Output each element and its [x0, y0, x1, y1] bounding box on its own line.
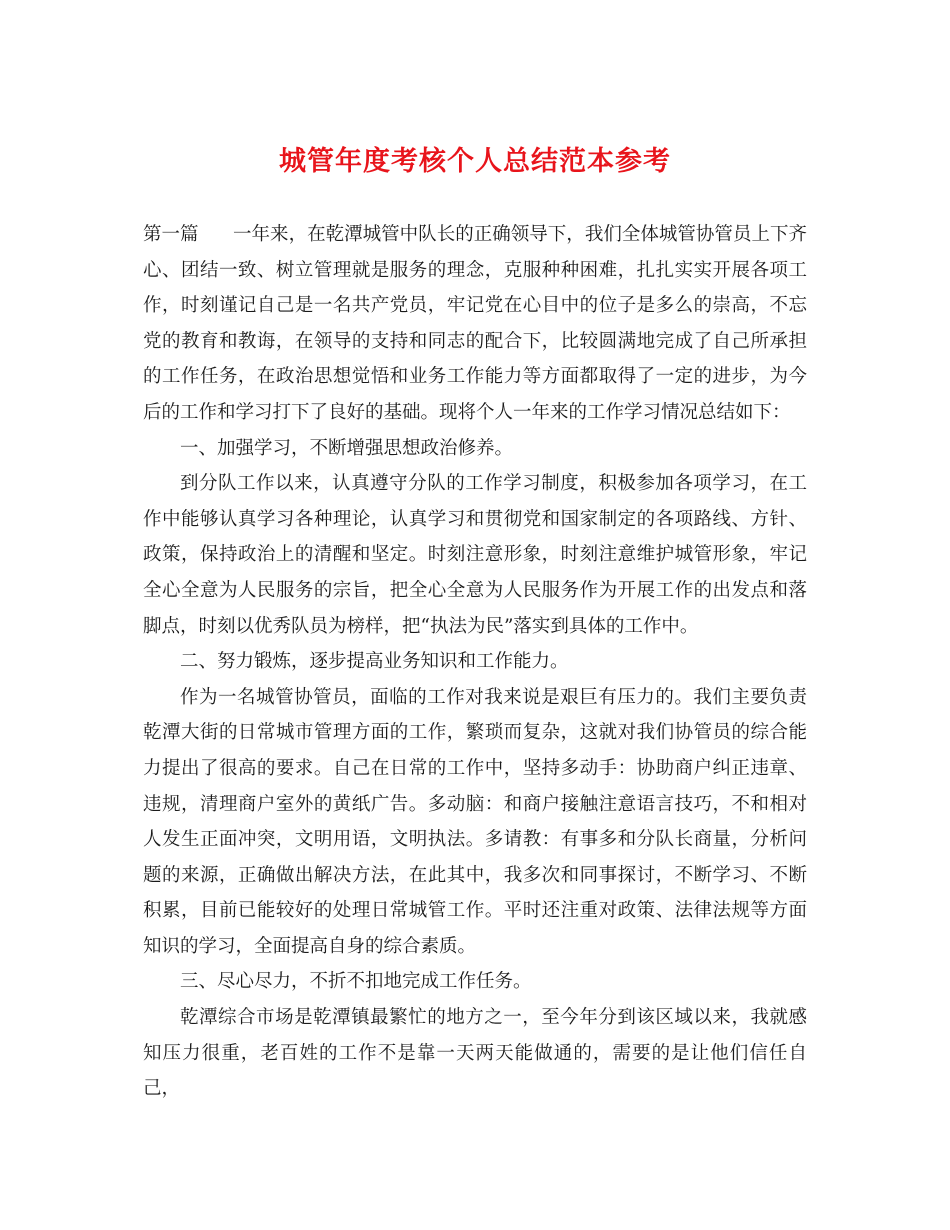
document-title: 城管年度考核个人总结范本参考	[279, 146, 671, 177]
document-body	[143, 217, 807, 1107]
paragraph-intro	[143, 217, 807, 431]
heading-section-3: 三、尽心尽力，不折不扣地完成工作任务。	[180, 971, 532, 993]
paragraph-section-1: 到分队工作以来，认真遵守分队的工作学习制度，积极参加各项学习，在工作中能够认真学习各种理论，认真学习和贯彻党和国家制定的各项路线、方针、政策，保持政治上的清醒和坚定。时刻注意形象，时刻注意维护城管形象，牢记全心全意为人民服务的宗旨，把全心全意为人民服务作为开展工作的出发点和落脚点，时刻以优秀队员为榜样，把“执法为民”落实到具体的工作中。	[143, 473, 807, 637]
heading-section-1: 一、加强学习，不断增强思想政治修养。	[180, 437, 514, 459]
heading-section-2: 二、努力锻炼，逐步提高业务知识和工作能力。	[180, 651, 569, 673]
paragraph-intro-text: 一年来，在乾潭城管中队长的正确领导下，我们全体城管协管员上下齐心、团结一致、树立管理就是服务的理念，克服种种困难，扎扎实实开展各项工作，时刻谨记自己是一名共产党员，牢记党在心目中的位子是多么的崇高，不忘党的教育和教诲，在领导的支持和同志的配合下，比较圆满地完成了自己所承担的工作任务，在政治思想觉悟和业务工作能力等方面都取得了一定的进步，为今后的工作和学习打下了良好的基础。现将个人一年来的工作学习情况总结如下：	[143, 224, 807, 423]
paragraph-section-3: 乾潭综合市场是乾潭镇最繁忙的地方之一，至今年分到该区域以来，我就感知压力很重，老百姓的工作不是靠一天两天能做通的，需要的是让他们信任自己，	[143, 1007, 807, 1100]
section-label: 第一篇	[143, 224, 199, 245]
paragraph-section-2: 作为一名城管协管员，面临的工作对我来说是艰巨有压力的。我们主要负责乾潭大街的日常城市管理方面的工作，繁琐而复杂，这就对我们协管员的综合能力提出了很高的要求。自己在日常的工作中，坚持多动手：协助商户纠正违章、违规，清理商户室外的黄纸广告。多动脑：和商户接触注意语言技巧，不和相对人发生正面冲突，文明用语，文明执法。多请教：有事多和分队长商量，分析问题的来源，正确做出解决方法，在此其中，我多次和同事探讨，不断学习、不断积累，目前已能较好的处理日常城管工作。平时还注重对政策、法律法规等方面知识的学习，全面提高自身的综合素质。	[143, 686, 807, 957]
